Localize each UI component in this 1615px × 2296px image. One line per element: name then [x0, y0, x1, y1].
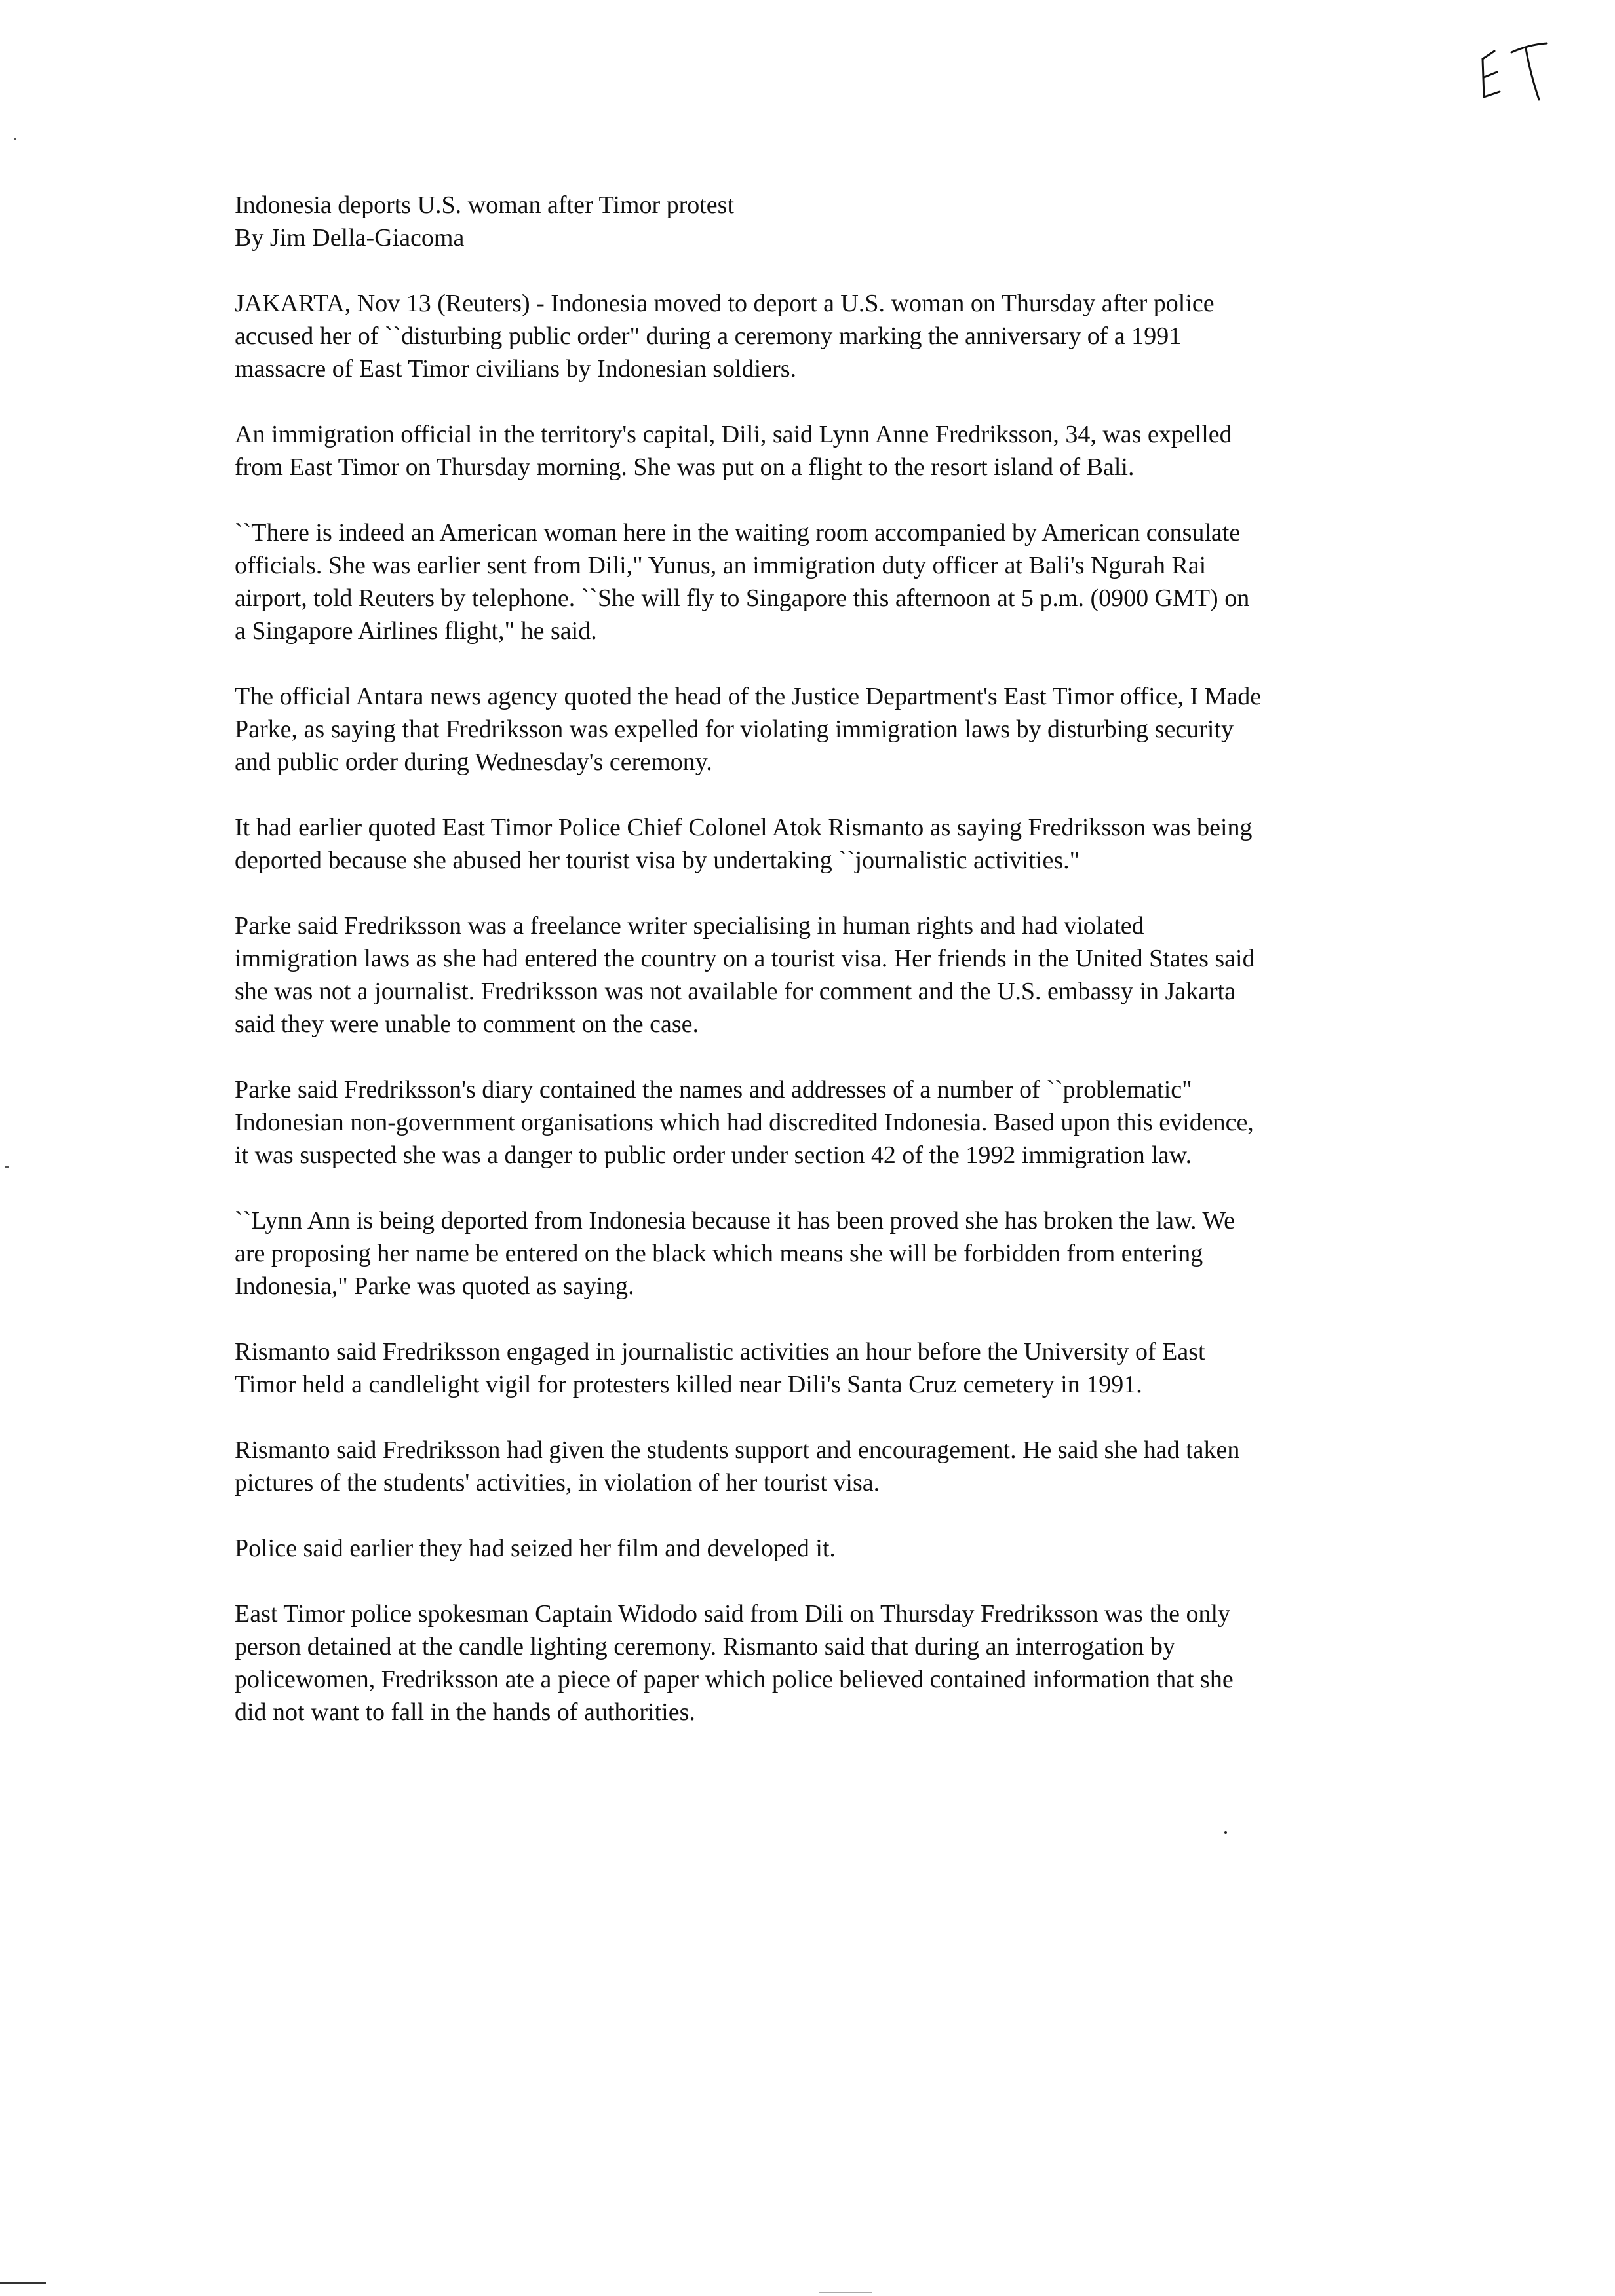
scan-edge-line — [819, 2292, 872, 2293]
article-paragraph: Rismanto said Fredriksson had given the students support and encouragement. He said she had taken pictures of the students' activities, in violation of her tourist visa. — [235, 1436, 1240, 1497]
article-headline: Indonesia deports U.S. woman after Timor protest — [235, 191, 735, 219]
article-paragraph: East Timor police spokesman Captain Widodo said from Dili on Thursday Fredriksson was the only person detained at the candle lighting ceremony. Rismanto said that during an interrogation by policewomen, Fredriksson ate a piece of paper which police believed contained information that she did not want to fall in the hands of authorities. — [235, 1600, 1234, 1726]
scan-dot — [1224, 1831, 1227, 1834]
article-paragraph: An immigration official in the territory's capital, Dili, said Lynn Anne Fredriksson, 34, was expelled from East Timor on Thursday morning. She was put on a flight to the resort island of Bali. — [235, 421, 1232, 481]
scan-speck — [14, 138, 16, 140]
scan-speck — [5, 1166, 9, 1168]
article-paragraph: The official Antara news agency quoted the head of the Justice Department's East Timor office, I Made Parke, as saying that Fredriksson was expelled for violating immigration laws by disturbing security and public order during Wednesday's ceremony. — [235, 683, 1262, 776]
article-byline: By Jim Della-Giacoma — [235, 224, 465, 252]
article-paragraph: ``Lynn Ann is being deported from Indonesia because it has been proved she has broken the law. We are proposing her name be entered on the black which means she will be forbidden from entering Indonesia," Parke was quoted as saying. — [235, 1207, 1236, 1300]
handwritten-et-mark — [1471, 39, 1556, 111]
article-paragraph: Police said earlier they had seized her film and developed it. — [235, 1535, 836, 1562]
article-paragraph: ``There is indeed an American woman here in the waiting room accompanied by American consulate officials. She was earlier sent from Dili," Yunus, an immigration duty officer at Bali's Ngurah Rai airport, told Reuters by telephone. ``She will fly to Singapore this afternoon at 5 p.m. (0900 GMT) on a Singapore Airlines flight," he said. — [235, 519, 1250, 645]
article-paragraph: It had earlier quoted East Timor Police Chief Colonel Atok Rismanto as saying Fredriksson was being deported because she abused her tourist visa by undertaking ``journalistic activities." — [235, 814, 1253, 874]
article-header — [235, 189, 1408, 254]
article-paragraph: Rismanto said Fredriksson engaged in journalistic activities an hour before the University of East Timor held a candlelight vigil for protesters killed near Dili's Santa Cruz cemetery in 1991. — [235, 1338, 1205, 1398]
handwritten-note — [1471, 39, 1556, 111]
article-paragraph: Parke said Fredriksson was a freelance writer specialising in human rights and had violated immigration laws as she had entered the country on a tourist visa. Her friends in the United States said she was not a journalist. Fredriksson was not available for comment and the U.S. embassy in Jakarta said they were unable to comment on the case. — [235, 912, 1255, 1038]
article-body — [235, 189, 1408, 1761]
scan-edge-line — [0, 2282, 46, 2284]
article-paragraph: Parke said Fredriksson's diary contained the names and addresses of a number of ``problematic" Indonesian non-government organisations which had discredited Indonesia. Based upon this evidence, it was suspected she was a danger to public order under section 42 of the 1992 immigration law. — [235, 1076, 1254, 1169]
article-paragraph: JAKARTA, Nov 13 (Reuters) - Indonesia moved to deport a U.S. woman on Thursday after police accused her of ``disturbing public order" during a ceremony marking the anniversary of a 1991 massacre of East Timor civilians by Indonesian soldiers. — [235, 290, 1215, 383]
